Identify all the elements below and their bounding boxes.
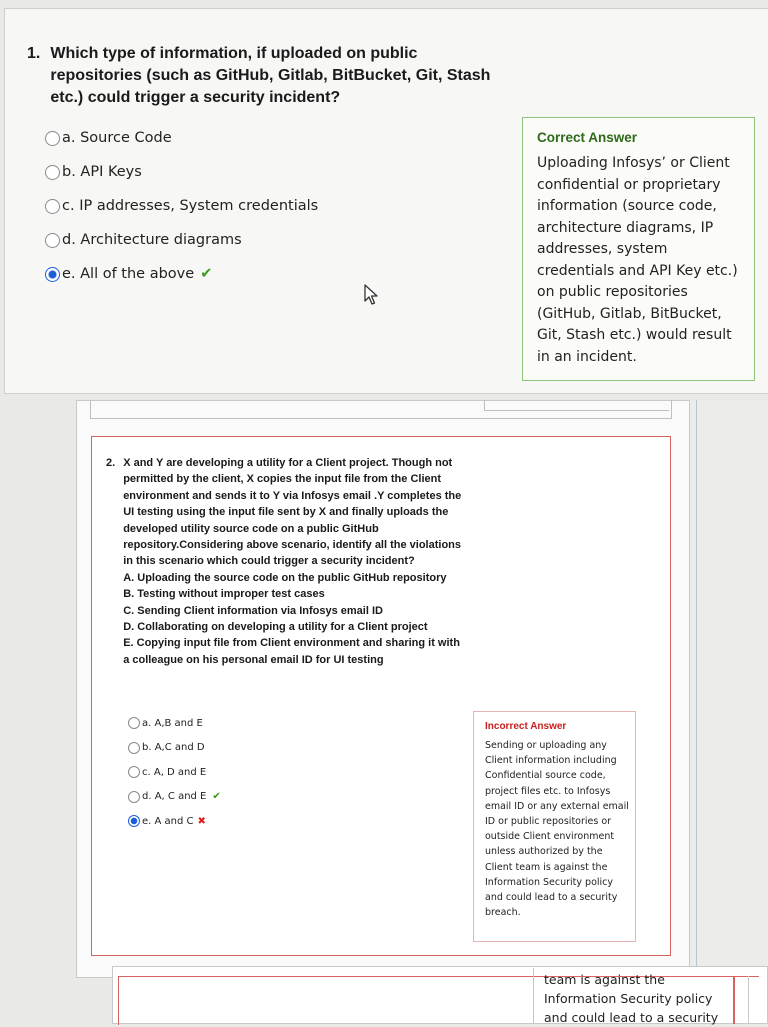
question-number: 2. — [106, 457, 116, 469]
option-label: d. A, C and E — [142, 791, 207, 803]
list-item: B. Testing without improper test cases — [123, 588, 325, 601]
option-label: b. A,C and D — [142, 742, 205, 754]
option-label: e. All of the above — [62, 266, 195, 282]
radio-selected-icon[interactable] — [128, 815, 140, 827]
option-e[interactable] — [45, 257, 318, 291]
checkmark-icon: ✔ — [200, 266, 213, 282]
feedback-text: team is against the Information Security policy and could lead to a security — [544, 972, 719, 1025]
option-d[interactable] — [128, 785, 221, 810]
option-label: a. A,B and E — [142, 717, 203, 729]
divider — [484, 400, 669, 411]
option-b[interactable] — [45, 155, 318, 189]
radio-icon[interactable] — [45, 233, 60, 248]
cross-icon: ✖ — [197, 815, 206, 827]
violation-list — [123, 570, 466, 668]
list-item: A. Uploading the source code on the public GitHub repository — [123, 571, 447, 584]
option-a[interactable] — [128, 711, 221, 736]
answer-options — [45, 121, 318, 291]
option-label: e. A and C — [142, 815, 194, 827]
list-item: C. Sending Client information via Infosys email ID — [123, 604, 383, 617]
page-margin — [690, 400, 768, 978]
option-label: b. API Keys — [62, 164, 142, 180]
radio-icon[interactable] — [128, 766, 140, 778]
question-text: X and Y are developing a utility for a Client project. Though not permitted by the client, X copies the input file from the Client environment and sends it to Y via Infosys email .Y completes the UI testing using the input file sent by X and finally uploads the developed utility source code on a public GitHub repository.Considering above scenario, identify all the violations in this scenario which could trigger a security incident? — [123, 457, 462, 568]
question-text: Which type of information, if uploaded on public repositories (such as GitHub, Gitlab, BitBucket, Git, Stash etc.) could trigger a security incident? — [50, 45, 491, 106]
answer-options — [128, 711, 221, 834]
checkmark-icon: ✔ — [212, 791, 221, 803]
option-label: c. A, D and E — [142, 766, 207, 778]
radio-icon[interactable] — [128, 717, 140, 729]
option-d[interactable] — [45, 223, 318, 257]
radio-icon[interactable] — [128, 791, 140, 803]
question-1-card — [4, 8, 768, 394]
feedback-text: Sending or uploading any Client information including Confidential source code, project files etc. to Infosys email ID or any external email ID or public repositories or outside Client environment unless authorized by the Client team is against the Information Security policy and could lead to a security breach. — [485, 740, 629, 919]
feedback-text: Uploading Infosys’ or Client confidential or proprietary information (source code, architecture diagrams, IP addresses, system credentials and API Key etc.) on public repositories (GitHub, Gitlab, BitBucket, Git, Stash etc.) would result in an incident. — [537, 155, 738, 365]
option-e[interactable] — [128, 809, 221, 834]
feedback-panel — [473, 711, 636, 942]
option-a[interactable] — [45, 121, 318, 155]
radio-icon[interactable] — [45, 199, 60, 214]
option-c[interactable] — [128, 760, 221, 785]
feedback-title: Incorrect Answer — [485, 721, 567, 732]
question-2-card — [91, 436, 671, 956]
list-item: E. Copying input file from Client environment and sharing it with a colleague on his personal email ID for UI testing — [123, 637, 460, 666]
feedback-title: Correct Answer — [537, 130, 638, 145]
option-label: c. IP addresses, System credentials — [62, 198, 319, 214]
question-2-heading — [106, 455, 466, 668]
question-number: 1. — [27, 45, 41, 62]
question-1-heading — [27, 43, 497, 109]
divider — [748, 976, 749, 1024]
radio-icon[interactable] — [128, 742, 140, 754]
list-item: D. Collaborating on developing a utility for a Client project — [123, 621, 428, 634]
radio-icon[interactable] — [45, 131, 60, 146]
option-b[interactable] — [128, 736, 221, 761]
feedback-panel — [522, 117, 755, 381]
mouse-cursor-icon — [363, 283, 381, 307]
option-label: d. Architecture diagrams — [62, 232, 242, 248]
option-label: a. Source Code — [62, 130, 172, 146]
option-c[interactable] — [45, 189, 318, 223]
radio-icon[interactable] — [45, 165, 60, 180]
scroll-edge — [696, 400, 697, 978]
radio-selected-icon[interactable] — [45, 267, 60, 282]
